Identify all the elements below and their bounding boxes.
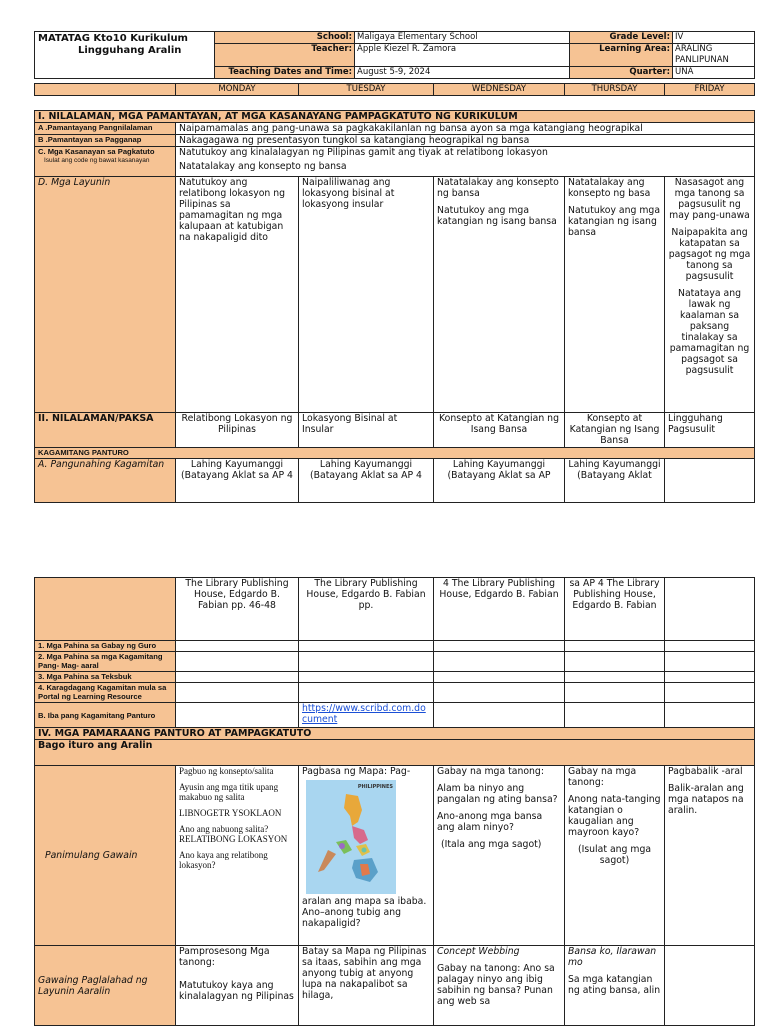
- pm-fri-2: Balik-aralan ang mga natapos na aralin.: [668, 783, 744, 816]
- gawain-wednesday: [434, 946, 565, 1026]
- c-label-main: C. Mga Kasanayan sa Pagkatuto: [38, 147, 155, 156]
- d-thu-1: Natatalakay ang konsepto ng basa: [568, 177, 651, 199]
- kagamitan-friday: [665, 459, 755, 503]
- gawain-tuesday: Batay sa Mapa ng Pilipinas sa itaas, sabihin ang mga anyong tubig at anyong lupa na nakapalibot sa hilaga,: [299, 946, 434, 1026]
- section-1-title: I. NILALAMAN, MGA PAMANTAYAN, AT MGA KASANAYANG PAMPAGKATUTO NG KURIKULUM: [35, 111, 755, 123]
- c-text-2: Natatalakay ang konsepto ng bansa: [179, 161, 347, 172]
- label-cont-blank: [35, 578, 176, 641]
- kagamitan-wednesday: Lahing Kayumanggi (Batayang Aklat sa AP: [434, 459, 565, 503]
- paksa-friday: Lingguhang Pagsusulit: [665, 413, 755, 448]
- lesson-table-1: [34, 110, 755, 503]
- paksa-monday: Relatibong Lokasyon ng Pilipinas: [176, 413, 299, 448]
- d-fri-2: Naipapakita ang katapatan sa pagsagot ng mga tanong sa pagsusulit: [668, 227, 751, 282]
- kagamitan2-tuesday: The Library Publishing House, Edgardo B. Fabian pp.: [299, 578, 434, 641]
- gawain-friday: [665, 946, 755, 1026]
- d-friday: [665, 177, 755, 413]
- label-teksbuk: 3. Mga Pahina sa Teksbuk: [35, 672, 176, 683]
- label-c-kasanayan: [35, 147, 176, 177]
- panimula-monday: [176, 766, 299, 946]
- gw-mon-1: Pamprosesong Mga tanong:: [179, 946, 270, 968]
- d-wed-1: Natatalakay ang konsepto ng bansa: [437, 177, 559, 199]
- teacher-label: Teacher:: [215, 44, 355, 67]
- days-blank: [35, 84, 176, 96]
- section-2-title: II. NILALAMAN/PAKSA: [35, 413, 176, 448]
- pm-thu-2: Anong nata-tanging katangian o kaugalian ang mayroon kayo?: [568, 794, 661, 838]
- d-fri-1: Nasasagot ang mga tanong sa pagsusulit ng may pang-unawa: [669, 177, 750, 221]
- gw-thu-1: Bansa ko, Ilarawan mo: [568, 946, 657, 968]
- label-iba-pang-kagamitan: B. Iba pang Kagamitang Panturo: [35, 703, 176, 728]
- pm-thu-3: (Isulat ang mga sagot): [577, 844, 652, 866]
- area-value: ARALING PANLIPUNAN: [673, 44, 755, 67]
- pm-wed-1: Gabay na mga tanong:: [437, 766, 544, 777]
- label-d-layunin: D. Mga Layunin: [35, 177, 176, 413]
- pm-mon-4: Ano ang nabuong salita? RELATIBONG LOKASYON: [179, 824, 288, 844]
- pm-wed-2: Alam ba ninyo ang pangalan ng ating bansa?: [437, 783, 558, 805]
- gawain-thursday: [565, 946, 665, 1026]
- pm-wed-4: (Itala ang mga sagot): [441, 839, 542, 850]
- label-b-pagganap: B .Pamantayan sa Pagganap: [35, 135, 176, 147]
- title-line1: MATATAG Kto10 Kurikulum: [38, 33, 188, 44]
- gw-mon-2: Matutukoy kaya ang kinalalagyan ng Pilipinas: [179, 980, 294, 1002]
- label-pangunahing-kagamitan: A. Pangunahing Kagamitan: [35, 459, 176, 503]
- day-monday: MONDAY: [176, 84, 299, 96]
- panimula-friday: [665, 766, 755, 946]
- kagamitan-monday: Lahing Kayumanggi (Batayang Aklat sa AP 4: [176, 459, 299, 503]
- grade-label: Grade Level:: [570, 32, 673, 44]
- pm-mon-1: Pagbuo ng konsepto/salita: [179, 766, 274, 776]
- school-label: School:: [215, 32, 355, 44]
- link-cell: [299, 703, 434, 728]
- days-header: [34, 83, 755, 96]
- pm-mon-2: Ayusin ang mga titik upang makabuo ng salita: [179, 782, 279, 802]
- dates-label: Teaching Dates and Time:: [215, 67, 355, 79]
- kagamitan2-friday: [665, 578, 755, 641]
- panimula-wednesday: [434, 766, 565, 946]
- title-line2: Lingguhang Aralin: [78, 45, 182, 56]
- d-fri-3: Natataya ang lawak ng kaalaman sa paksang tinalakay sa pamamagitan ng pagsagot sa pagsusulit: [669, 288, 750, 376]
- pm-wed-3: Ano-anong mga bansa ang alam ninyo?: [437, 811, 543, 833]
- paksa-thursday: Konsepto at Katangian ng Isang Bansa: [565, 413, 665, 448]
- gw-wed-2: Gabay na tanong: Ano sa palagay ninyo ang ibig sabihin ng bansa? Punan ang web sa: [437, 963, 555, 1007]
- gw-wed-1: Concept Webbing: [437, 946, 520, 957]
- pm-fri-1: Pagbabalik -aral: [668, 766, 743, 777]
- kagamitan2-thursday: sa AP 4 The Library Publishing House, Edgardo B. Fabian: [565, 578, 665, 641]
- map-title: PHILIPPINES: [357, 784, 393, 790]
- quarter-value: UNA: [673, 67, 755, 79]
- gw-thu-2: Sa mga katangian ng ating bansa, alin: [568, 974, 661, 996]
- label-gabay-guro: 1. Mga Pahina sa Gabay ng Guro: [35, 641, 176, 652]
- pm-tue-1: Pagbasa ng Mapa: Pag-: [302, 766, 411, 777]
- day-thursday: THURSDAY: [565, 84, 665, 96]
- text-c-kasanayan: [176, 147, 755, 177]
- section-4-title: IV. MGA PAMARAANG PANTURO AT PAMPAGKATUTO: [35, 728, 755, 740]
- panimula-thursday: [565, 766, 665, 946]
- d-monday: Natutukoy ang relatibong lokasyon ng Pilipinas sa pamamagitan ng mga kalupaan at katubigan na nakapaligid dito: [176, 177, 299, 413]
- lesson-table-2: [34, 577, 755, 1026]
- philippines-map-image: [306, 780, 396, 894]
- panimula-tuesday: [299, 766, 434, 946]
- gawain-monday: [176, 946, 299, 1026]
- text-a-pamantayan: Naipamamalas ang pang-unawa sa pagkakakilanlan ng bansa ayon sa mga katangiang heograpikal: [176, 123, 755, 135]
- kagamitan2-wednesday: 4 The Library Publishing House, Edgardo B. Fabian: [434, 578, 565, 641]
- kagamitan2-monday: The Library Publishing House, Edgardo B. Fabian pp. 46-48: [176, 578, 299, 641]
- quarter-label: Quarter:: [570, 67, 673, 79]
- label-gawaing-paglalahad: Gawaing Paglalahad ng Layunin Aaralin: [35, 946, 176, 1026]
- pm-tue-2: aralan ang mapa sa ibaba.: [302, 896, 427, 907]
- dates-value: August 5-9, 2024: [355, 67, 570, 79]
- kagamitan-thursday: Lahing Kayumanggi (Batayang Aklat: [565, 459, 665, 503]
- day-tuesday: TUESDAY: [299, 84, 434, 96]
- teacher-value: Apple Kiezel R. Zamora: [355, 44, 570, 67]
- d-thu-2: Natutukoy ang mga katangian ng isang bansa: [568, 205, 661, 238]
- c-label-sub: Isulat ang code ng bawat kasanayan: [44, 157, 150, 164]
- label-a-pamantayan: A .Pamantayang Pangnilalaman: [35, 123, 176, 135]
- day-wednesday: WEDNESDAY: [434, 84, 565, 96]
- section-4-subtitle: Bago ituro ang Aralin: [35, 740, 755, 766]
- pm-mon-5: Ano kaya ang relatibong lokasyon?: [179, 850, 268, 870]
- d-wednesday: [434, 177, 565, 413]
- text-b-pagganap: Nakagagawa ng presentasyon tungkol sa katangiang heograpikal ng bansa: [176, 135, 755, 147]
- header-table: [34, 31, 755, 79]
- d-tuesday: Naipaliliwanag ang lokasyong bisinal at lokasyong insular: [299, 177, 434, 413]
- d-wed-2: Natutukoy ang mga katangian ng isang bansa: [437, 205, 557, 227]
- label-kagamitang-mag-aaral: 2. Mga Pahina sa mga Kagamitang Pang- Mag- aaral: [35, 652, 176, 672]
- day-friday: FRIDAY: [665, 84, 755, 96]
- area-label: Learning Area:: [570, 44, 673, 67]
- d-thursday: [565, 177, 665, 413]
- pm-thu-1: Gabay na mga tanong:: [568, 766, 637, 788]
- paksa-wednesday: Konsepto at Katangian ng Isang Bansa: [434, 413, 565, 448]
- paksa-tuesday: Lokasyong Bisinal at Insular: [299, 413, 434, 448]
- pm-mon-3: LIBNOGETR YSOKLAON: [179, 808, 282, 818]
- label-panimulang-gawain: Panimulang Gawain: [35, 766, 176, 946]
- pm-tue-3: Ano–anong tubig ang nakapaligid?: [302, 907, 401, 929]
- grade-value: IV: [673, 32, 755, 44]
- scribd-link[interactable]: https://www.scribd.com.document: [302, 703, 426, 725]
- kagamitan-title: KAGAMITANG PANTURO: [35, 448, 755, 459]
- c-text-1: Natutukoy ang kinalalagyan ng Pilipinas gamit ang tiyak at relatibong lokasyon: [179, 147, 548, 158]
- kagamitan-tuesday: Lahing Kayumanggi (Batayang Aklat sa AP 4: [299, 459, 434, 503]
- label-portal-lr: 4. Karagdagang Kagamitan mula sa Portal ng Learning Resource: [35, 683, 176, 703]
- document-title: [35, 32, 215, 79]
- school-value: Maligaya Elementary School: [355, 32, 570, 44]
